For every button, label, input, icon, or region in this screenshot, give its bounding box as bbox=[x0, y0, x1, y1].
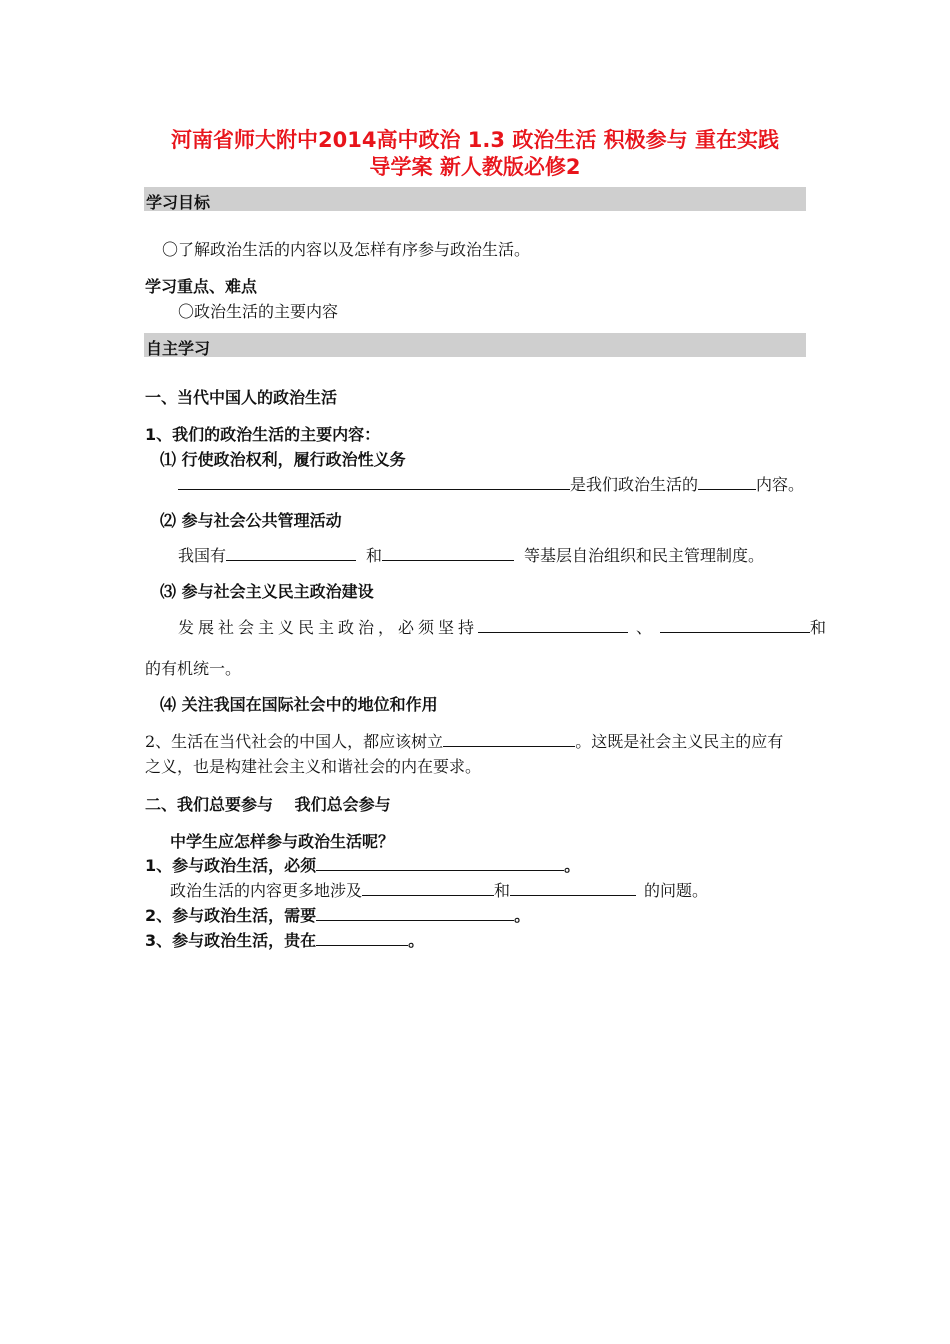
item-1-sub-text-b: 和 bbox=[494, 881, 511, 900]
sub-3-text-b: 、 bbox=[636, 618, 653, 637]
part1-heading: 一、当代中国人的政治生活 bbox=[145, 388, 338, 407]
part1-question-2-line-1 bbox=[145, 729, 783, 752]
sub-3-text-a: 发展社会主义民主政治，必须坚持 bbox=[178, 618, 479, 637]
sub-3-text-c: 和 bbox=[810, 618, 827, 637]
part2-item-1-sub bbox=[170, 878, 708, 901]
section-header-goals-label: 学习目标 bbox=[146, 193, 211, 212]
fill-blank[interactable] bbox=[226, 544, 356, 561]
fill-blank[interactable] bbox=[316, 854, 564, 871]
section-header-goals bbox=[144, 187, 806, 211]
fill-blank[interactable] bbox=[316, 904, 514, 921]
part2-item-1 bbox=[145, 853, 580, 876]
part1-sub-3-continuation: 的有机统一。 bbox=[145, 659, 242, 678]
item-1-sub-text-a: 政治生活的内容更多地涉及 bbox=[170, 881, 363, 900]
item-1-sub-text-c: 的问题。 bbox=[644, 881, 709, 900]
part1-sub-1-line bbox=[178, 472, 804, 495]
fill-blank[interactable] bbox=[478, 616, 628, 633]
sub-2-text-b: 和 bbox=[366, 546, 383, 565]
document-title-line-1: 河南省师大附中2014高中政治 1.3 政治生活 积极参与 重在实践 bbox=[171, 128, 779, 152]
part1-sub-3: ⑶ 参与社会主义民主政治建设 bbox=[160, 582, 374, 601]
part2-item-2 bbox=[145, 903, 530, 926]
part1-sub-3-line bbox=[178, 615, 826, 638]
sub-1-text-b: 内容。 bbox=[756, 475, 805, 494]
fill-blank[interactable] bbox=[698, 473, 756, 490]
fill-blank[interactable] bbox=[660, 616, 810, 633]
fill-blank[interactable] bbox=[178, 473, 570, 490]
item-1-text-b: 。 bbox=[564, 856, 581, 875]
part1-sub-2-line bbox=[178, 543, 764, 566]
part1-question-1: 1、我们的政治生活的主要内容： bbox=[145, 425, 381, 444]
q2-text-a: 2、生活在当代社会的中国人，都应该树立 bbox=[145, 732, 444, 751]
part1-sub-1: ⑴ 行使政治权利，履行政治性义务 bbox=[160, 450, 406, 469]
document-title-line-2: 导学案 新人教版必修2 bbox=[369, 155, 581, 179]
section-header-self-study-label: 自主学习 bbox=[146, 339, 211, 358]
fill-blank[interactable] bbox=[510, 879, 636, 896]
fill-blank[interactable] bbox=[443, 730, 575, 747]
part2-heading: 二、我们总要参与 我们总会参与 bbox=[145, 795, 391, 814]
sub-2-text-c: 等基层自治组织和民主管理制度。 bbox=[524, 546, 765, 565]
key-points-heading: 学习重点、难点 bbox=[145, 277, 258, 296]
part1-question-2-line-2: 之义，也是构建社会主义和谐社会的内在要求。 bbox=[145, 757, 482, 776]
part1-sub-4: ⑷ 关注我国在国际社会中的地位和作用 bbox=[160, 695, 438, 714]
sub-1-text-a: 是我们政治生活的 bbox=[570, 475, 699, 494]
part1-sub-2: ⑵ 参与社会公共管理活动 bbox=[160, 511, 342, 530]
q2-text-b: 。这既是社会主义民主的应有 bbox=[575, 732, 784, 751]
part2-question: 中学生应怎样参与政治生活呢？ bbox=[170, 832, 395, 851]
sub-2-text-a: 我国有 bbox=[178, 546, 227, 565]
fill-blank[interactable] bbox=[316, 929, 408, 946]
section-header-self-study bbox=[144, 333, 806, 357]
part2-item-3 bbox=[145, 928, 424, 951]
item-3-text-a: 3、参与政治生活，贵在 bbox=[145, 931, 317, 950]
fill-blank[interactable] bbox=[382, 544, 514, 561]
item-3-text-b: 。 bbox=[408, 931, 425, 950]
key-point-item: 〇政治生活的主要内容 bbox=[178, 302, 339, 321]
item-2-text-a: 2、参与政治生活，需要 bbox=[145, 906, 317, 925]
item-1-text-a: 1、参与政治生活，必须 bbox=[145, 856, 317, 875]
fill-blank[interactable] bbox=[362, 879, 494, 896]
goal-item: 〇了解政治生活的内容以及怎样有序参与政治生活。 bbox=[162, 240, 531, 259]
item-2-text-b: 。 bbox=[514, 906, 531, 925]
